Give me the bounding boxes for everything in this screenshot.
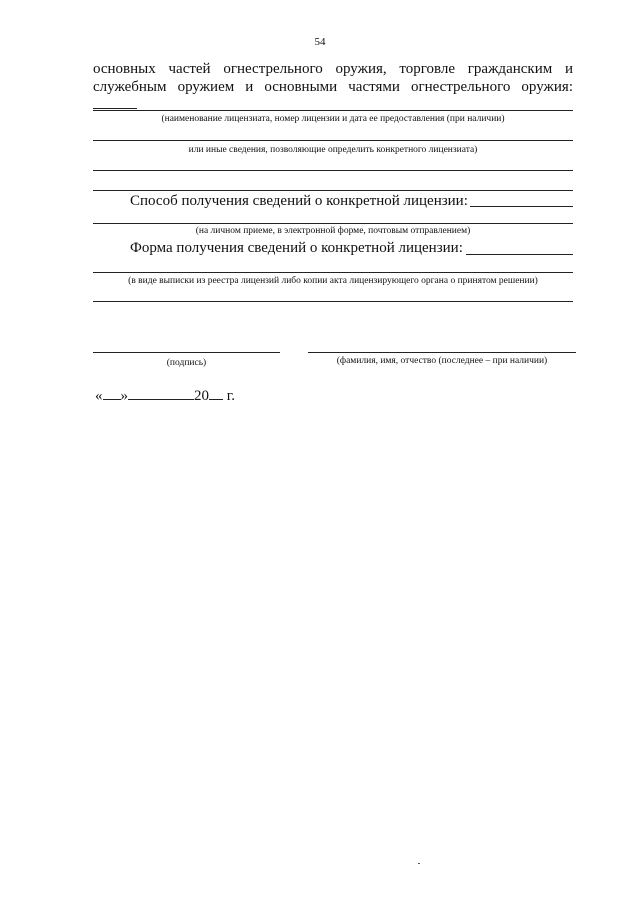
date-day-blank[interactable] <box>103 387 121 400</box>
licensee-line[interactable] <box>93 110 573 111</box>
full-name-caption: (фамилия, имя, отчество (последнее – при наличии) <box>336 356 548 366</box>
date-year-blank[interactable] <box>209 387 223 400</box>
licensee-line-4[interactable] <box>93 190 573 191</box>
licensee-line-2[interactable] <box>93 140 573 141</box>
date-open-quote: « <box>95 388 103 404</box>
method-line[interactable] <box>93 223 573 224</box>
intro-text: основных частей огнестрельного оружия, торговле гражданским и служебным оружием и основными частями огнестрельного оружия: <box>93 61 573 95</box>
method-input-line[interactable] <box>470 206 573 207</box>
date-month-blank[interactable] <box>128 387 194 400</box>
other-info-caption: или иные сведения, позволяющие определить конкретного лицензиата) <box>188 145 478 155</box>
licensee-line-3[interactable] <box>93 170 573 171</box>
signature-caption: (подпись) <box>166 358 207 368</box>
scan-speck <box>418 863 420 864</box>
form-label: Форма получения сведений о конкретной лицензии: <box>130 240 463 256</box>
date-century: 20 <box>194 388 209 404</box>
licensee-caption: (наименование лицензиата, номер лицензии и дата ее предоставления (при наличии) <box>161 114 505 124</box>
signature-line[interactable] <box>93 352 280 353</box>
form-input-line[interactable] <box>466 254 573 255</box>
form-options-caption: (в виде выписки из реестра лицензий либо копии акта лицензирующего органа о принятом решении) <box>128 276 538 286</box>
intro-paragraph <box>93 60 573 114</box>
full-name-line[interactable] <box>308 352 576 353</box>
date-close-quote: » <box>120 388 128 404</box>
page-number: 54 <box>314 36 326 48</box>
intro-blank[interactable] <box>93 96 137 109</box>
method-label: Способ получения сведений о конкретной лицензии: <box>130 193 468 209</box>
method-options-caption: (на личном приеме, в электронной форме, почтовым отправлением) <box>195 226 471 236</box>
date-year-suffix: г. <box>226 388 235 404</box>
form-line-2[interactable] <box>93 301 573 302</box>
form-line[interactable] <box>93 272 573 273</box>
date-field <box>95 387 235 405</box>
